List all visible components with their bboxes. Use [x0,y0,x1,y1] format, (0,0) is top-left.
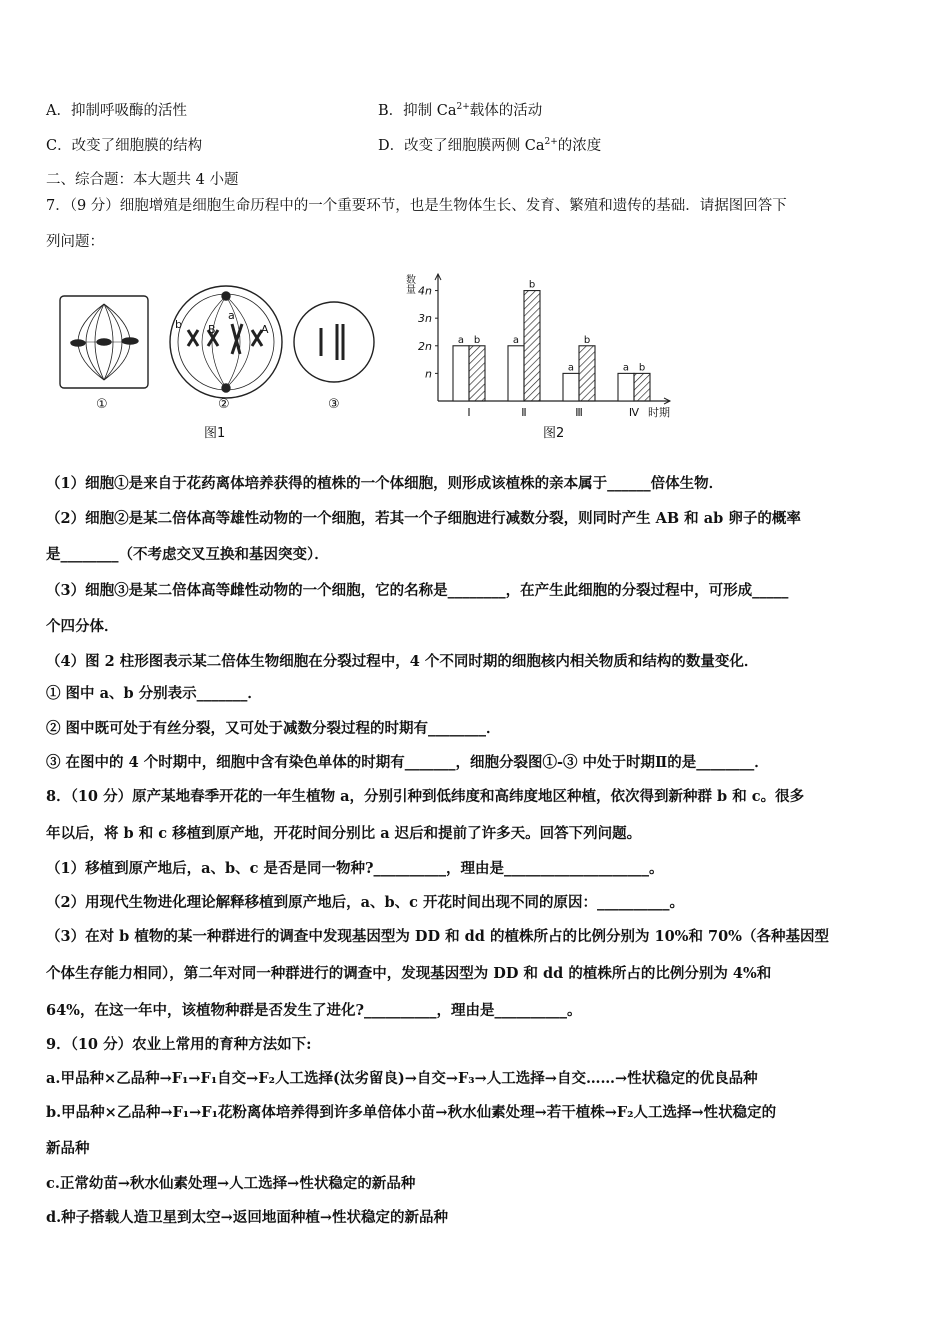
option-b: B．抑制 $Ca^{2+}$载体的活动 [378,102,543,119]
q7-p3-2: 个四分体． [46,618,119,635]
bar-label: b [473,334,481,346]
gene-label-B: B [208,323,216,336]
q8-intro-1: 8．（10 分）原产某地春季开花的一年生植物 a，分别引种到低纬度和高纬度地区种植，依次得到新种群 b 和 c。很多 [46,788,805,805]
figure2-chart [390,266,690,446]
q9-b-1: b.甲品种×乙品种→F₁→F₁花粉离体培养得到许多单倍体小苗→秋水仙素处理→若干植株→F₂人工选择→性状稳定的 [46,1104,777,1121]
option-d: D．改变了细胞膜两侧 $Ca^{2+}$的浓度 [378,137,602,154]
bar-a-2 [508,346,524,401]
bar-label: a [457,334,465,346]
y-tick-label: 3n [418,312,432,326]
option-c: C．改变了细胞膜的结构 [46,138,203,154]
fig1-caption: 图1 [204,426,226,441]
bar-b-4 [634,373,650,401]
fig1-label-3: ③ [328,397,340,412]
cell-3 [294,302,374,382]
x-tick-label: Ⅳ [628,406,640,419]
chart-title: 图2 [543,426,565,441]
figure1 [48,284,388,444]
q8-p2: （2）用现代生物进化理论解释移植到原产地后，a、b、c 开花时间出现不同的原因：__________。 [46,894,684,911]
q7-p1: （1）细胞①是来自于花药离体培养获得的植株的一个体细胞，则形成该植株的亲本属于______倍体生物． [46,475,724,492]
fig1-label-2: ② [218,397,230,412]
cell-1 [60,296,148,388]
y-tick-label: 2n [418,339,432,353]
bar-a-4 [618,373,634,401]
bar-b-1 [469,346,485,401]
bar-label: a [622,362,630,374]
x-tick-label: Ⅱ [521,406,527,419]
q8-p1: （1）移植到原产地后，a、b、c 是否是同一物种?__________，理由是____________________。 [46,860,664,877]
q8-intro-2: 年以后，将 b 和 c 移植到原产地，开花时间分别比 a 迟后和提前了许多天。回答下列问题。 [46,825,642,842]
bar-label: b [583,334,591,346]
section-title: 二、综合题：本大题共 4 小题 [46,172,239,188]
q7-p4: （4）图 2 柱形图表示某二倍体生物细胞在分裂过程中，4 个不同时期的细胞核内相关物质和结构的数量变化． [46,653,759,670]
bar-a-3 [563,373,579,401]
q7-p2-1: （2）细胞②是某二倍体高等雄性动物的一个细胞，若其一个子细胞进行减数分裂，则同时产生 AB 和 ab 卵子的概率 [46,510,801,527]
q9-c: c.正常幼苗→秋水仙素处理→人工选择→性状稳定的新品种 [46,1175,416,1192]
bar-label: b [528,279,536,291]
bar-label: b [638,362,646,374]
gene-label-b: b [175,318,182,331]
q8-p3-3: 64%，在这一年中，该植物种群是否发生了进化?__________，理由是__________。 [46,1002,582,1019]
x-tick-label: Ⅲ [575,406,583,419]
cell-2 [170,286,282,398]
option-a: A．抑制呼吸酶的活性 [46,103,187,119]
q9-d: d.种子搭载人造卫星到太空→返回地面种植→性状稳定的新品种 [46,1209,448,1226]
y-tick-label: 4n [418,284,432,298]
bar-a-1 [453,346,469,401]
q7-p4-c: ③ 在图中的 4 个时期中，细胞中含有染色单体的时期有_______，细胞分裂图①-③ 中处于时期Ⅱ的是________． [46,754,769,771]
bar-label: a [567,362,575,374]
q7-p4-b: ② 图中既可处于有丝分裂，又可处于减数分裂过程的时期有________． [46,720,501,737]
q7-intro-1: 7．（9 分）细胞增殖是细胞生命历程中的一个重要环节，也是生物体生长、发育、繁殖和遗传的基础．请据图回答下 [46,198,787,214]
q9-b-2: 新品种 [46,1140,90,1157]
bar-b-2 [524,291,540,401]
q8-p3-1: （3）在对 b 植物的某一种群进行的调查中发现基因型为 DD 和 dd 的植株所占的比例分别为 10%和 70%（各种基因型 [46,928,829,945]
gene-label-a: a [228,309,235,322]
bar-label: a [512,334,520,346]
q7-p2-2: 是________（不考虑交叉互换和基因突变）． [46,546,329,563]
y-tick-label: n [425,367,432,381]
q9-a: a.甲品种×乙品种→F₁→F₁自交→F₂人工选择(汰劣留良)→自交→F₃→人工选择→自交……→性状稳定的优良品种 [46,1070,758,1087]
x-tick-label: Ⅰ [467,406,471,419]
q9-intro: 9．（10 分）农业上常用的育种方法如下: [46,1036,312,1053]
chart-xlabel: 时期 [648,406,670,419]
q7-intro-2: 列问题： [46,234,104,250]
q8-p3-2: 个体生存能力相同），第二年对同一种群进行的调查中，发现基因型为 DD 和 dd 的植株所占的比例分别为 4%和 [46,965,772,982]
q7-p4-a: ① 图中 a、b 分别表示_______． [46,685,262,702]
gene-label-A: A [261,323,269,336]
fig1-label-1: ① [96,397,108,412]
q7-p3-1: （3）细胞③是某二倍体高等雌性动物的一个细胞，它的名称是________，在产生此细胞的分裂过程中，可形成_____ [46,582,789,599]
bar-b-3 [579,346,595,401]
chart-ylabel: 数量 [403,274,415,294]
